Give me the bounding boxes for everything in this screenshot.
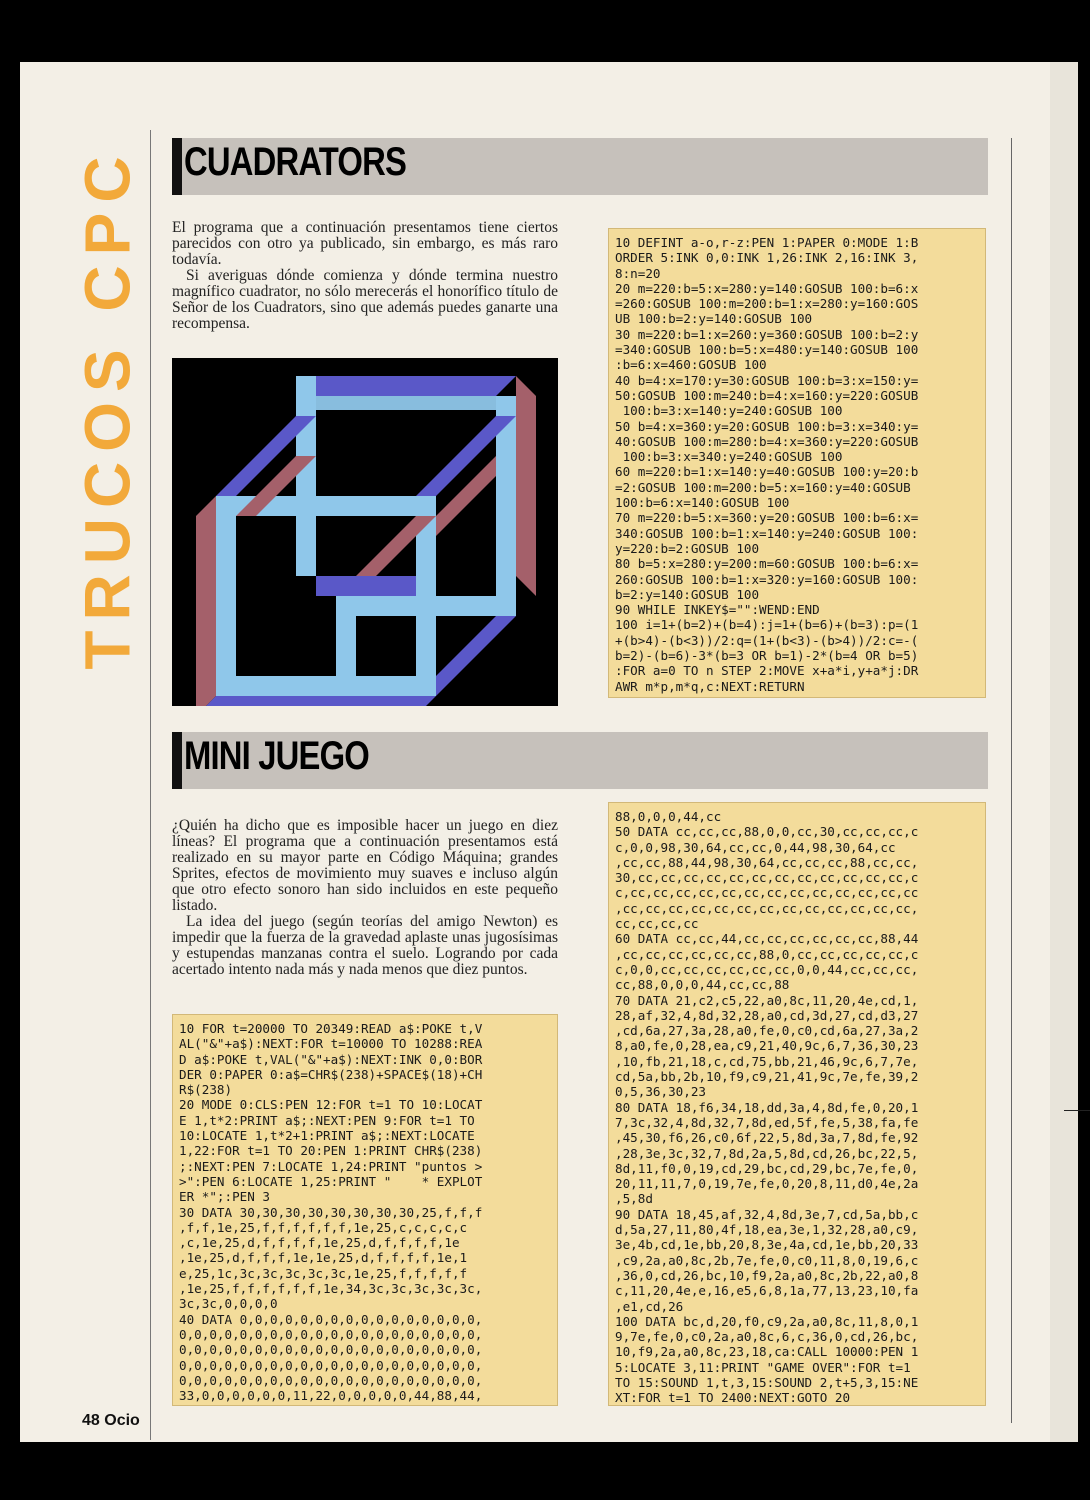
impossible-cube-image — [172, 358, 558, 706]
article1-code-listing: 10 DEFINT a-o,r-z:PEN 1:PAPER 0:MODE 1:B ORDER 5:INK 0,0:INK 1,26:INK 2,16:INK 3, 8:n=20 20 m=220:b=5:x=280:y=140:GOSUB 100:b=6:x =260:GOSUB 100:m=200:b=1:x=280:y=160:GOS UB 100:b=2:y=140:GOSUB 100 30 m=220:b=1:x=260:y=360:GOSUB 100:b=2:y =340:GOSUB 100:b=5:x=480:y=140:GOSUB 100 :b=6:x=460:GOSUB 100 40 b=4:x=170:y=30:GOSUB 100:b=3:x=150:y= 50:GOSUB 100:m=240:b=4:x=160:y=220:GOSUB 100:b=3:x=140:y=240:GOSUB 100 50 b=4:x=360:y=20:GOSUB 100:b=3:x=340:y= 40:GOSUB 100:m=280:b=4:x=360:y=220:GOSUB 100:b=3:x=340:y=240:GOSUB 100 60 m=220:b=1:x=140:y=40:GOSUB 100:y=20:b =2:GOSUB 100:m=200:b=5:x=160:y=40:GOSUB 100:b=6:x=140:GOSUB 100 70 m=220:b=5:x=360:y=20:GOSUB 100:b=6:x= 340:GOSUB 100:b=1:x=140:y=240:GOSUB 100: y=220:b=2:GOSUB 100 80 b=5:x=280:y=200:m=60:GOSUB 100:b=6:x= 260:GOSUB 100:b=1:x=320:y=160:GOSUB 100: b=2:y=140:GOSUB 100 90 WHILE INKEY$="":WEND:END 100 i=1+(b=2)+(b=4):j=1+(b=6)+(b=3):p=(1 +(b>4)-(b<3))/2:q=(1+(b<3)-(b>4))/2:c=-( b=2)-(b=6)-3*(b=3 OR b=1)-2*(b=4 OR b=5) :FOR a=0 TO n STEP 2:MOVE x+a*i,y+a*j:DR AWR m*p,m*q,c:NEXT:RETURN — [608, 228, 986, 698]
page-folio: 48 Ocio — [82, 1412, 140, 1429]
article2-code-listing-left: 10 FOR t=20000 TO 20349:READ a$:POKE t,V AL("&"+a$):NEXT:FOR t=10000 TO 10288:REA D a$:POKE t,VAL("&"+a$):NEXT:INK 0,0:BOR DER 0:PAPER 0:a$=CHR$(238)+SPACE$(18)+CH R$(238) 20 MODE 0:CLS:PEN 12:FOR t=1 TO 10:LOCAT E 1,t*2:PRINT a$;:NEXT:PEN 9:FOR t=1 TO 10:LOCATE 1,t*2+1:PRINT a$;:NEXT:LOCATE 1,22:FOR t=1 TO 20:PEN 1:PRINT CHR$(238) ;:NEXT:PEN 7:LOCATE 1,24:PRINT "puntos > >":PEN 6:LOCATE 1,25:PRINT " * EXPLOT ER *";:PEN 3 30 DATA 30,30,30,30,30,30,30,30,25,f,f,f ,f,f,1e,25,f,f,f,f,f,f,1e,25,c,c,c,c,c ,c,1e,25,d,f,f,f,f,1e,25,d,f,f,f,f,1e ,1e,25,d,f,f,f,1e,1e,25,d,f,f,f,f,1e,1 e,25,1c,3c,3c,3c,3c,3c,1e,25,f,f,f,f,f ,1e,25,f,f,f,f,f,f,1e,34,3c,3c,3c,3c,3c, 3c,3c,0,0,0,0 40 DATA 0,0,0,0,0,0,0,0,0,0,0,0,0,0,0,0, 0,0,0,0,0,0,0,0,0,0,0,0,0,0,0,0,0,0,0,0, 0,0,0,0,0,0,0,0,0,0,0,0,0,0,0,0,0,0,0,0, 0,0,0,0,0,0,0,0,0,0,0,0,0,0,0,0,0,0,0,0, 0,0,0,0,0,0,0,0,0,0,0,0,0,0,0,0,0,0,0,0, 33,0,0,0,0,0,0,11,22,0,0,0,0,0,44,88,44, — [172, 1014, 558, 1406]
adjacent-page-edge — [1050, 62, 1078, 1442]
article2-title: MINI JUEGO — [184, 734, 369, 778]
article2-header-bar — [172, 732, 988, 789]
article2-paragraph-2: La idea del juego (según teorías del amigo Newton) es impedir que la fuerza de la gravedad aplaste unas jugosísimas y estupendas manzanas contra el suelo. Logrando por cada acertado intento nada más y nada menos que diez puntos. — [172, 913, 558, 978]
right-rule — [1011, 138, 1012, 1423]
article2-body — [172, 818, 558, 978]
impossible-cube-illustration-icon — [172, 358, 558, 706]
article2-paragraph-1: ¿Quién ha dicho que es imposible hacer un juego en diez líneas? El programa que a continuación presentamos está realizado en su mayor parte en Código Máquina; grandes Sprites, efectos de movimiento muy suaves e incluso algún que otro efecto sonoro han sido incluidos en este pequeño listado. — [172, 817, 558, 914]
article1-header-bar — [172, 138, 988, 195]
article2-code-listing-right: 88,0,0,0,44,cc 50 DATA cc,cc,cc,88,0,0,cc,30,cc,cc,cc,c c,0,0,98,30,64,cc,cc,0,44,98,30,64,cc ,cc,cc,88,44,98,30,64,cc,cc,cc,88,cc,cc, 30,cc,cc,cc,cc,cc,cc,cc,cc,cc,cc,cc,cc,c c,cc,cc,cc,cc,cc,cc,cc,cc,cc,cc,cc,cc,cc ,cc,cc,cc,cc,cc,cc,cc,cc,cc,cc,cc,cc,cc, cc,cc,cc,cc 60 DATA cc,cc,44,cc,cc,cc,cc,cc,cc,88,44 ,cc,cc,cc,cc,cc,cc,88,0,cc,cc,cc,cc,cc,c c,0,0,cc,cc,cc,cc,cc,cc,0,0,44,cc,cc,cc, cc,88,0,0,0,44,cc,cc,88 70 DATA 21,c2,c5,22,a0,8c,11,20,4e,cd,1, 28,af,32,4,8d,32,28,a0,cd,3d,27,cd,d3,27 ,cd,6a,27,3a,28,a0,fe,0,c0,cd,6a,27,3a,2 8,a0,fe,0,28,ea,c9,21,40,9c,6,7,36,30,23 ,10,fb,21,18,c,cd,75,bb,21,46,9c,6,7,7e, cd,5a,bb,2b,10,f9,c9,21,41,9c,7e,fe,39,2 0,5,36,30,23 80 DATA 18,f6,34,18,dd,3a,4,8d,fe,0,20,1 7,3c,32,4,8d,32,7,8d,ed,5f,fe,5,38,fa,fe ,45,30,f6,26,c0,6f,22,5,8d,3a,7,8d,fe,92 ,28,3e,3c,32,7,8d,2a,5,8d,cd,26,bc,22,5, 8d,11,f0,0,19,cd,29,bc,cd,29,bc,7e,fe,0, 20,11,11,7,0,19,7e,fe,0,20,8,11,d0,4e,2a ,5,8d 90 DATA 18,45,af,32,4,8d,3e,7,cd,5a,bb,c d,5a,27,11,80,4f,18,ea,3e,1,32,28,a0,c9, 3e,4b,cd,1e,bb,20,8,3e,4a,cd,1e,bb,20,33 ,c9,2a,a0,8c,2b,7e,fe,0,c0,11,8,0,19,6,c ,36,0,cd,26,bc,10,f9,2a,a0,8c,2b,22,a0,8 c,11,20,4e,e,16,e5,6,8,1a,77,13,23,10,fa ,e1,cd,26 100 DATA bc,d,20,f0,c9,2a,a0,8c,11,8,0,1 9,7e,fe,0,c0,2a,a0,8c,6,c,36,0,cd,26,bc, 10,f9,2a,a0,8c,23,18,ca:CALL 10000:PEN 1 5:LOCATE 3,11:PRINT "GAME OVER":FOR t=1 TO 15:SOUND 1,t,3,15:SOUND 2,t+5,3,15:NE XT:FOR t=1 TO 2400:NEXT:GOTO 20 — [608, 802, 986, 1406]
article1-paragraph-2: Si averiguas dónde comienza y dónde termina nuestro magnífico cuadrator, no sólo merecerás el honorífico título de Señor de los Cuadrators, sino que además puedes ganarte una recompensa. — [172, 267, 558, 332]
article1-title: CUADRATORS — [184, 140, 407, 184]
article1-paragraph-1: El programa que a continuación presentamos tiene ciertos parecidos con otro ya publicado, sin embargo, es más raro todavía. — [172, 219, 558, 268]
section-divider — [150, 130, 151, 1440]
article1-body — [172, 220, 558, 332]
section-title: TRUCOS CPC — [72, 146, 144, 670]
page-edge-mark — [1064, 1110, 1090, 1111]
